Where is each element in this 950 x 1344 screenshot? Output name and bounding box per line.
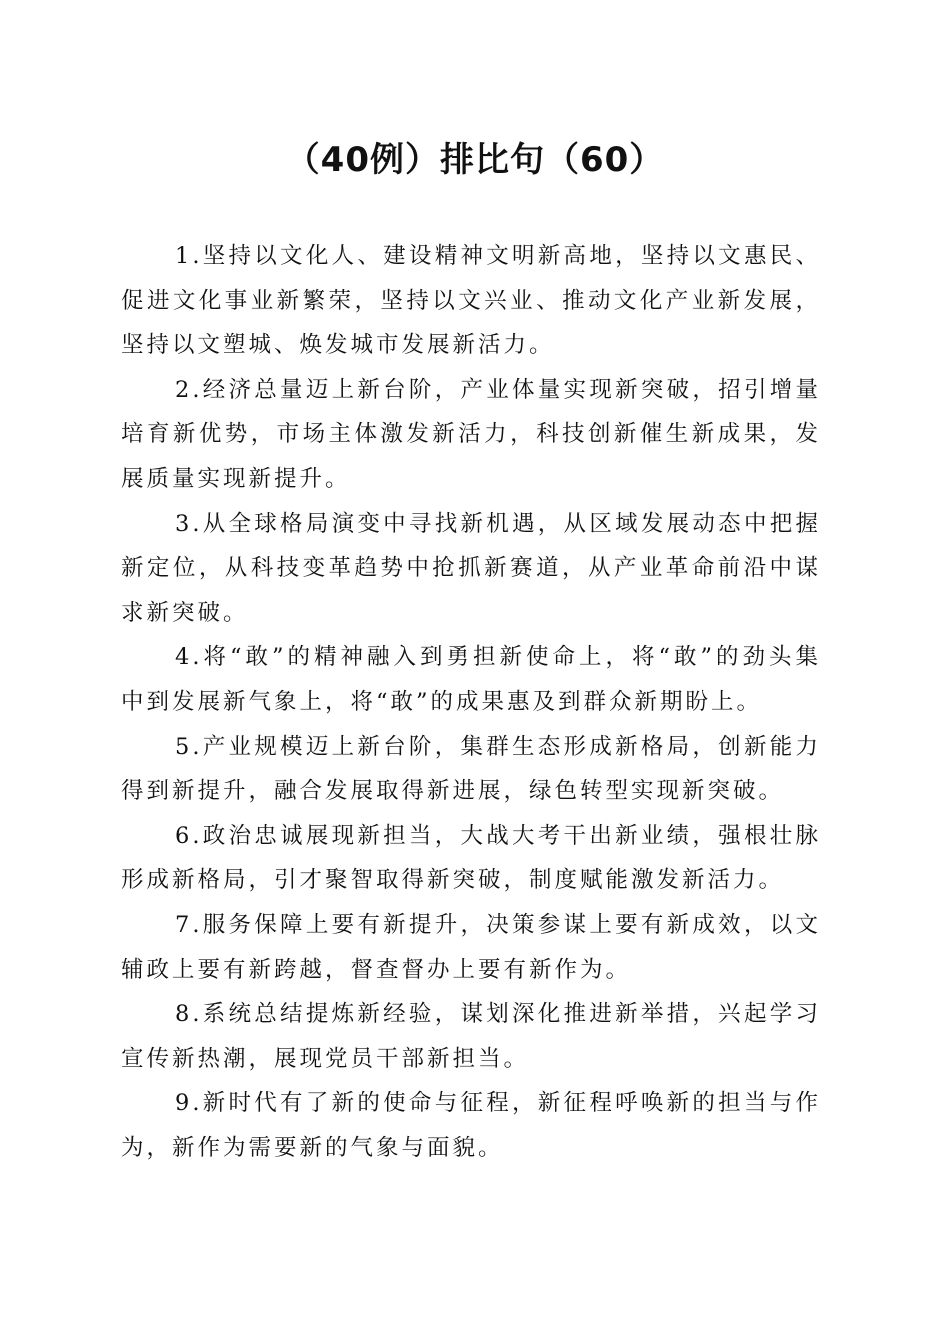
paragraph-2: 2.经济总量迈上新台阶，产业体量实现新突破，招引增量培育新优势，市场主体激发新活力，科技创新催生新成果，发展质量实现新提升。 — [121, 376, 821, 492]
paragraph-7: 7.服务保障上要有新提升，决策参谋上要有新成效，以文辅政上要有新跨越，督查督办上要有新作为。 — [121, 911, 821, 983]
paragraph-4: 4.将“敢”的精神融入到勇担新使命上，将“敢”的劲头集中到发展新气象上，将“敢”的成果惠及到群众新期盼上。 — [121, 644, 821, 715]
paragraph-9: 9.新时代有了新的使命与征程，新征程呼唤新的担当与作为，新作为需要新的气象与面貌。 — [121, 1090, 821, 1161]
paragraph-3: 3.从全球格局演变中寻找新机遇，从区域发展动态中把握新定位，从科技变革趋势中抢抓新赛道，从产业革命前沿中谋求新突破。 — [121, 510, 821, 626]
document-body — [121, 234, 821, 1170]
paragraph-1: 1.坚持以文化人、建设精神文明新高地，坚持以文惠民、促进文化事业新繁荣，坚持以文兴业、推动文化产业新发展，坚持以文塑城、焕发城市发展新活力。 — [121, 243, 821, 359]
paragraph-6: 6.政治忠诚展现新担当，大战大考干出新业绩，强根壮脉形成新格局，引才聚智取得新突破，制度赋能激发新活力。 — [121, 822, 821, 894]
paragraph-8: 8.系统总结提炼新经验，谋划深化推进新举措，兴起学习宣传新热潮，展现党员干部新担当。 — [121, 1001, 821, 1072]
document-title: （40例）排比句（60） — [285, 140, 665, 180]
paragraph-5: 5.产业规模迈上新台阶，集群生态形成新格局，创新能力得到新提升，融合发展取得新进展，绿色转型实现新突破。 — [121, 733, 821, 805]
